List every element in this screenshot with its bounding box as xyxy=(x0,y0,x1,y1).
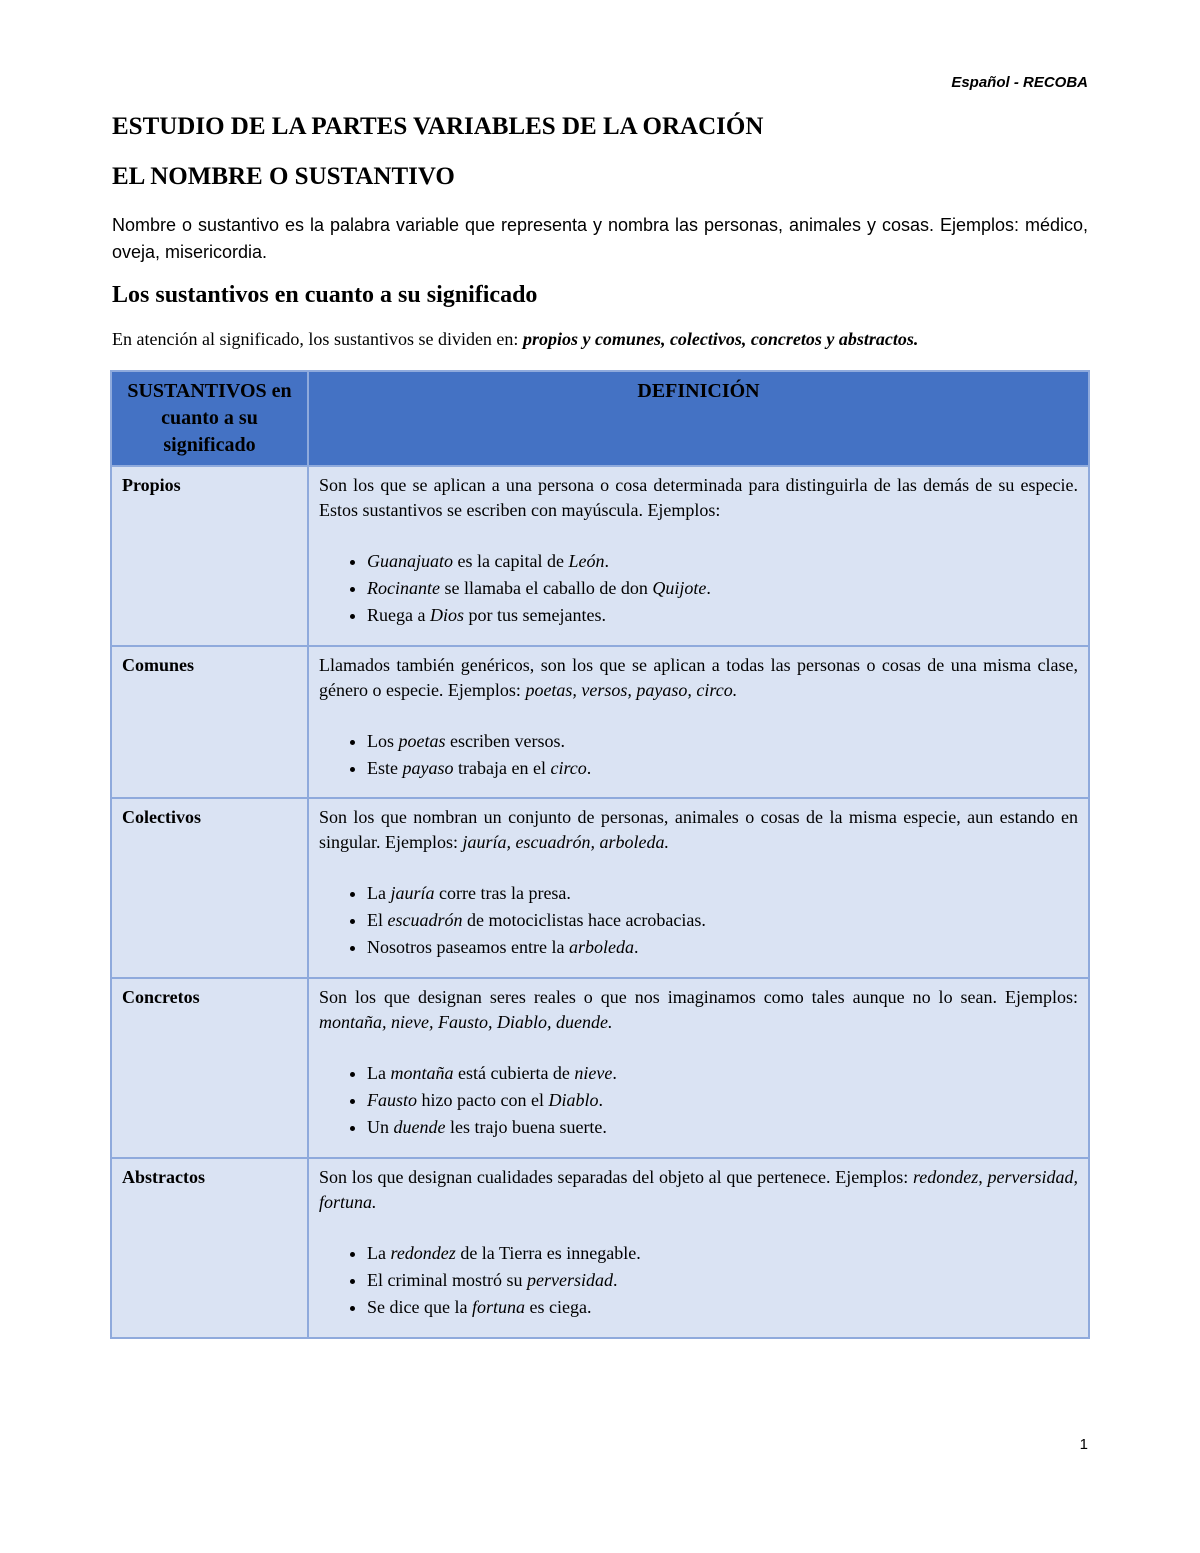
example-text: . xyxy=(586,758,592,778)
example-text: . xyxy=(612,1270,618,1290)
table-row xyxy=(111,978,1089,1158)
example-text: les trajo buena suerte. xyxy=(445,1117,607,1137)
table-row xyxy=(111,646,1089,798)
row-definition xyxy=(308,978,1089,1158)
example-italic: escuadrón xyxy=(387,910,463,930)
definition-text: Son los que designan seres reales o que nos imaginamos como tales aunque no lo sean. Ejemplos: xyxy=(319,987,1078,1007)
nouns-table xyxy=(110,370,1090,1339)
example-text: . xyxy=(633,937,639,957)
example-italic: Rocinante xyxy=(367,578,440,598)
example-text: Nosotros paseamos entre la xyxy=(367,937,569,957)
definition-text: Son los que se aplican a una persona o cosa determinada para distinguirla de las demás de su especie. Estos sustantivos se escriben con mayúscula. Ejemplos: xyxy=(319,475,1078,520)
subsection-title: Los sustantivos en cuanto a su significado xyxy=(112,282,538,308)
example-item xyxy=(367,728,1078,755)
example-list xyxy=(319,548,1078,629)
example-text: se llamaba el caballo de don xyxy=(439,578,653,598)
example-item xyxy=(367,602,1078,629)
example-text: La xyxy=(367,883,391,903)
definition-examples: redondez, perversidad, fortuna. xyxy=(319,1167,1078,1212)
table-body xyxy=(111,466,1089,1338)
row-definition xyxy=(308,646,1089,798)
intro-text: Nombre o sustantivo es la palabra variable que representa y nombra las personas, animales y cosas. Ejemplos: xyxy=(112,215,1025,235)
example-italic: perversidad xyxy=(526,1270,613,1290)
definition-text: Son los que nombran un conjunto de personas, animales o cosas de la misma especie, aun estando en singular. Ejemplos: xyxy=(319,807,1078,852)
example-item xyxy=(367,1114,1078,1141)
example-italic: León xyxy=(568,551,605,571)
example-italic: jauría xyxy=(390,883,435,903)
page-number: 1 xyxy=(1079,1436,1088,1453)
example-text: Este xyxy=(367,758,403,778)
example-item xyxy=(367,1240,1078,1267)
example-italic: nieve xyxy=(574,1063,613,1083)
example-item xyxy=(367,1267,1078,1294)
example-italic: poetas xyxy=(398,731,446,751)
example-italic: arboleda xyxy=(568,937,634,957)
example-italic: Guanajuato xyxy=(367,551,454,571)
example-text: . xyxy=(706,578,711,598)
example-item xyxy=(367,1087,1078,1114)
example-item xyxy=(367,575,1078,602)
example-item xyxy=(367,755,1078,782)
example-italic: Diablo xyxy=(548,1090,599,1110)
example-italic: circo xyxy=(550,758,587,778)
example-text: Los xyxy=(367,731,399,751)
definition-examples: jauría, escuadrón, arboleda. xyxy=(462,832,669,852)
example-italic: payaso xyxy=(402,758,454,778)
example-item xyxy=(367,1060,1078,1087)
example-text: Ruega a xyxy=(367,605,430,625)
example-text: El criminal mostró su xyxy=(367,1270,527,1290)
row-term: Concretos xyxy=(111,978,308,1158)
example-text: está cubierta de xyxy=(453,1063,575,1083)
example-text: corre tras la presa. xyxy=(434,883,571,903)
row-definition xyxy=(308,798,1089,978)
example-list xyxy=(319,1060,1078,1141)
example-italic: Quijote xyxy=(652,578,707,598)
example-text: es la capital de xyxy=(453,551,569,571)
table-row xyxy=(111,1158,1089,1338)
example-item xyxy=(367,880,1078,907)
example-text: es ciega. xyxy=(524,1297,592,1317)
example-text: El xyxy=(367,910,388,930)
example-text: . xyxy=(604,551,609,571)
example-italic: montaña xyxy=(390,1063,454,1083)
example-list xyxy=(319,880,1078,961)
section-title: EL NOMBRE O SUSTANTIVO xyxy=(112,163,455,190)
row-definition xyxy=(308,1158,1089,1338)
row-definition xyxy=(308,466,1089,646)
intro-examples: médico, oveja, misericordia. xyxy=(112,215,1088,262)
example-text: hizo pacto con el xyxy=(417,1090,549,1110)
lead-text: En atención al significado, los sustantivos se dividen en: xyxy=(112,329,523,349)
example-item xyxy=(367,907,1078,934)
example-text: de la Tierra es innegable. xyxy=(455,1243,641,1263)
example-text: Un xyxy=(367,1117,394,1137)
table-row xyxy=(111,798,1089,978)
table-row xyxy=(111,466,1089,646)
example-list xyxy=(319,1240,1078,1321)
row-term: Abstractos xyxy=(111,1158,308,1338)
definition-examples: montaña, nieve, Fausto, Diablo, duende. xyxy=(319,1012,613,1032)
example-text: por tus semejantes. xyxy=(464,605,606,625)
definition-text: Son los que designan cualidades separadas del objeto al que pertenece. Ejemplos: xyxy=(319,1167,913,1187)
example-item xyxy=(367,934,1078,961)
example-italic: fortuna xyxy=(471,1297,525,1317)
row-term: Colectivos xyxy=(111,798,308,978)
example-text: escriben versos. xyxy=(445,731,565,751)
row-term: Comunes xyxy=(111,646,308,798)
example-italic: Dios xyxy=(429,605,464,625)
example-italic: redondez xyxy=(390,1243,456,1263)
example-item xyxy=(367,548,1078,575)
table-header-row xyxy=(111,371,1089,466)
example-text: trabaja en el xyxy=(453,758,551,778)
document-title: ESTUDIO DE LA PARTES VARIABLES DE LA ORACIÓN xyxy=(112,113,764,140)
example-item xyxy=(367,1294,1078,1321)
example-italic: duende xyxy=(393,1117,446,1137)
example-list xyxy=(319,728,1078,782)
row-term: Propios xyxy=(111,466,308,646)
example-text: . xyxy=(612,1063,617,1083)
example-italic: Fausto xyxy=(367,1090,418,1110)
example-text: La xyxy=(367,1243,391,1263)
lead-paragraph xyxy=(112,329,1088,350)
example-text: La xyxy=(367,1063,391,1083)
page-header: Español - RECOBA xyxy=(951,74,1088,91)
definition-text: Llamados también genéricos, son los que se aplican a todas las personas o cosas de una misma clase, género o especie. Ejemplos: xyxy=(319,655,1078,700)
lead-emphasis: propios y comunes, colectivos, concretos y abstractos. xyxy=(522,329,919,349)
intro-paragraph xyxy=(112,212,1088,266)
definition-examples: poetas, versos, payaso, circo. xyxy=(525,680,738,700)
example-text: de motociclistas hace acrobacias. xyxy=(462,910,706,930)
column-header-category: SUSTANTIVOS en cuanto a su significado xyxy=(111,371,308,466)
column-header-definition: DEFINICIÓN xyxy=(308,371,1089,466)
example-text: . xyxy=(598,1090,603,1110)
example-text: Se dice que la xyxy=(367,1297,472,1317)
